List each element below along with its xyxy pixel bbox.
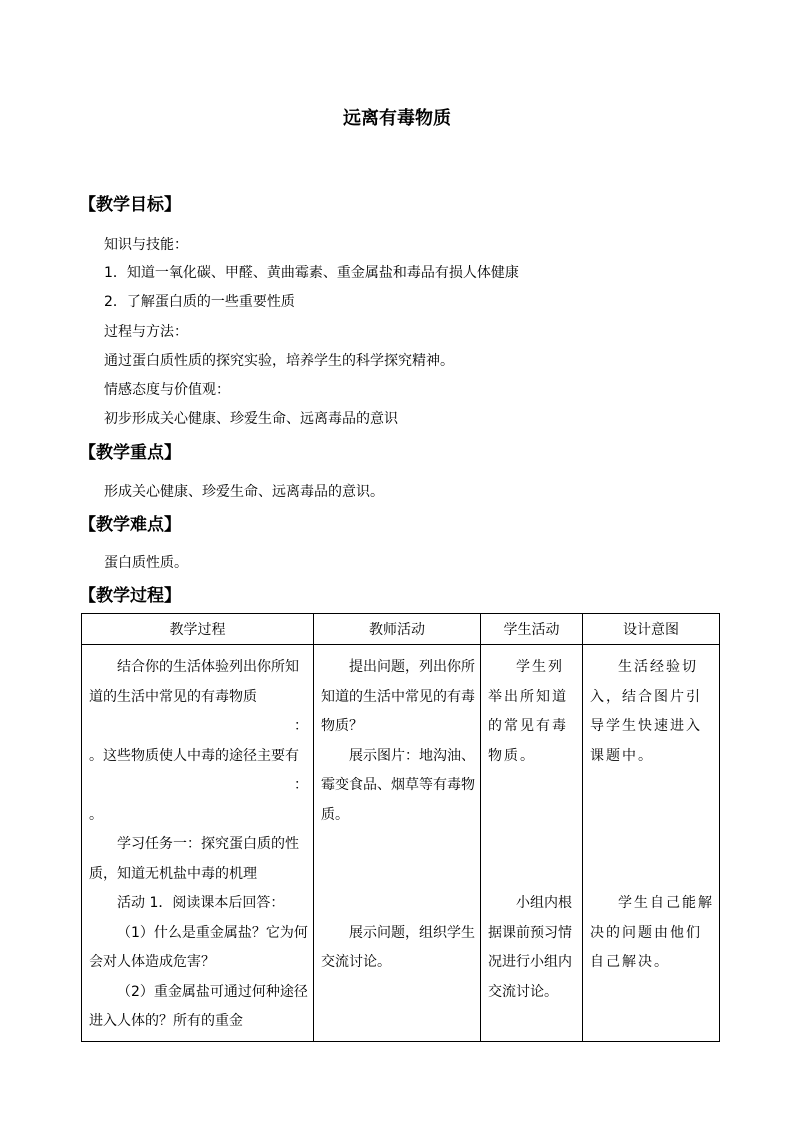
header-process: 教学过程 [82, 614, 314, 645]
header-student-activity: 学生活动 [481, 614, 583, 645]
table-row [82, 645, 720, 1042]
student-text: 学生列举出所知道的常见有毒物质。 [488, 659, 568, 764]
process-heading: 【教学过程】 [79, 586, 181, 606]
intent-text: 生活经验切入，结合图片引导学生快速进入课题中。 [590, 659, 702, 764]
objectives-line: 知识与技能： [104, 237, 188, 253]
process-text: 结合你的生活体验列出你所知道的生活中常见的有毒物质 [89, 659, 299, 705]
table-header-row [82, 614, 720, 645]
intent-text: 学生自己能解决的问题由他们自己解决。 [590, 895, 714, 970]
objectives-line: 1．知道一氧化碳、甲醛、黄曲霉素、重金属盐和毒品有损人体健康 [104, 265, 519, 281]
difficulties-text: 蛋白质性质。 [104, 555, 188, 571]
process-text: 。这些物质使人中毒的途径主要有 [89, 747, 299, 764]
difficulties-heading: 【教学难点】 [79, 515, 181, 535]
process-cell [82, 645, 314, 1042]
teacher-text: 提出问题，列出你所知道的生活中常见的有毒物质？ [321, 659, 475, 734]
teacher-activity-cell [314, 645, 481, 1042]
document-title: 远离有毒物质 [343, 108, 451, 129]
key-points-heading: 【教学重点】 [79, 443, 181, 463]
process-text: 活动 1．阅读课本后回答： [117, 895, 285, 911]
design-intent-cell [583, 645, 720, 1042]
process-text: 学习任务一：探究蛋白质的性质，知道无机盐中毒的机理 [89, 836, 299, 882]
objectives-line: 通过蛋白质性质的探究实验，培养学生的科学探究精神。 [104, 353, 454, 369]
header-teacher-activity: 教师活动 [314, 614, 481, 645]
header-design-intent: 设计意图 [583, 614, 720, 645]
objectives-line: 2．了解蛋白质的一些重要性质 [104, 294, 295, 310]
objectives-line: 过程与方法： [104, 324, 188, 340]
process-text: （1）什么是重金属盐？它为何会对人体造成危害？ [89, 924, 308, 970]
objectives-heading: 【教学目标】 [79, 195, 181, 215]
teacher-text: 展示问题，组织学生交流讨论。 [321, 924, 475, 970]
process-text: 。 [89, 806, 103, 823]
objectives-line: 初步形成关心健康、珍爱生命、远离毒品的意识 [104, 411, 398, 427]
student-activity-cell [481, 645, 583, 1042]
teaching-process-table [81, 613, 720, 1042]
key-points-text: 形成关心健康、珍爱生命、远离毒品的意识。 [104, 484, 384, 500]
process-text: ： [294, 777, 308, 793]
student-text: 小组内根据课前预习情况进行小组内交流讨论。 [488, 895, 572, 1000]
process-text: ： [294, 718, 308, 734]
teacher-text: 展示图片：地沟油、霉变食品、烟草等有毒物质。 [321, 747, 475, 823]
objectives-line: 情感态度与价值观： [104, 382, 230, 398]
process-text: （2）重金属盐可通过何种途径进入人体的？所有的重金 [89, 983, 308, 1029]
